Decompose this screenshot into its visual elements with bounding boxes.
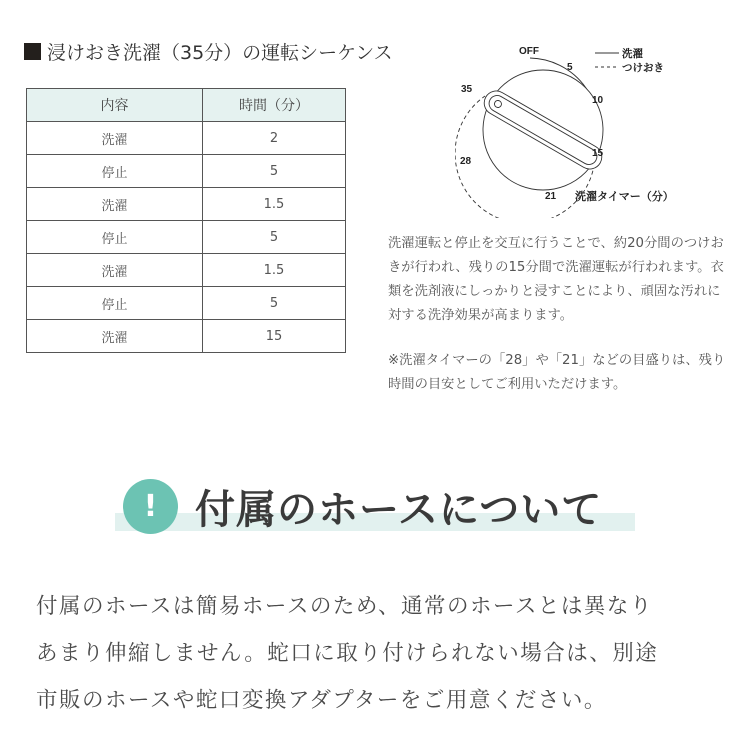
cell-minutes: 1.5 <box>203 188 346 221</box>
sequence-title <box>24 38 393 65</box>
legend-wash: 洗濯 <box>622 48 643 60</box>
cell-content: 停止 <box>27 155 203 188</box>
sequence-title-text: 浸けおき洗濯（35分）の運転シーケンス <box>47 42 393 64</box>
cell-content: 洗濯 <box>27 188 203 221</box>
hose-heading: 付属のホースについて <box>195 487 603 533</box>
body-line: 市販のホースや蛇口変換アダプターをご用意ください。 <box>36 688 607 713</box>
mark-10: 10 <box>592 95 604 106</box>
table-header-row <box>27 89 346 122</box>
table-row <box>27 155 346 188</box>
description-text: 洗濯運転と停止を交互に行うことで、約20分間のつけおきが行われ、残りの15分間で洗濯運転が行われます。衣類を洗剤液にしっかりと浸すことにより、頑固な汚れに対する洗浄効果が高まります。 <box>388 236 724 323</box>
mark-28: 28 <box>460 156 472 167</box>
cell-content: 停止 <box>27 287 203 320</box>
square-bullet-icon <box>24 43 41 60</box>
table-row <box>27 122 346 155</box>
table-row <box>27 287 346 320</box>
body-line: あまり伸縮しません。蛇口に取り付けられない場合は、別途 <box>36 641 659 666</box>
legend-soak: つけおき <box>622 62 664 74</box>
cell-minutes: 5 <box>203 155 346 188</box>
body-line: 付属のホースは簡易ホースのため、通常のホースとは異なり <box>36 594 653 619</box>
cell-content: 洗濯 <box>27 320 203 353</box>
exclamation-icon: ! <box>123 479 178 534</box>
header-minutes: 時間（分） <box>203 89 346 122</box>
note-text: ※洗濯タイマーの「28」や「21」などの目盛りは、残り時間の目安としてご利用いただけます。 <box>388 353 726 392</box>
cell-minutes: 1.5 <box>203 254 346 287</box>
cell-minutes: 15 <box>203 320 346 353</box>
table-row <box>27 188 346 221</box>
mark-off: OFF <box>519 46 539 57</box>
header-content: 内容 <box>27 89 203 122</box>
cell-content: 停止 <box>27 221 203 254</box>
hose-body-text <box>36 583 736 724</box>
cell-content: 洗濯 <box>27 254 203 287</box>
cell-minutes: 2 <box>203 122 346 155</box>
table-row <box>27 254 346 287</box>
table-row <box>27 221 346 254</box>
mark-15: 15 <box>592 148 604 159</box>
mark-5: 5 <box>567 62 573 73</box>
cell-minutes: 5 <box>203 287 346 320</box>
timer-caption: 洗濯タイマー（分） <box>575 190 674 203</box>
cell-minutes: 5 <box>203 221 346 254</box>
table-row <box>27 320 346 353</box>
mark-35: 35 <box>461 84 473 95</box>
cell-content: 洗濯 <box>27 122 203 155</box>
sequence-table <box>26 88 346 353</box>
mark-21: 21 <box>545 191 557 202</box>
